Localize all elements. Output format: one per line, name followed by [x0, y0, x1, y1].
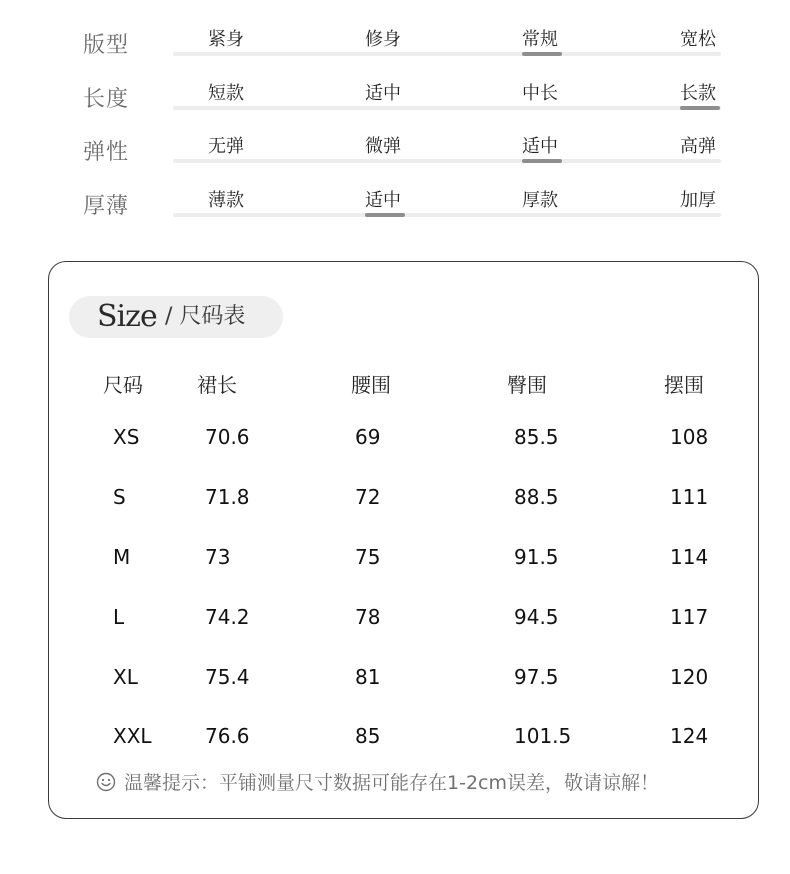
selected-marker	[365, 213, 405, 217]
attribute-row-elasticity	[0, 115, 790, 169]
column-header: 摆围	[664, 373, 704, 397]
table-cell: 85.5	[514, 425, 559, 449]
attribute-row-length	[0, 62, 790, 116]
attribute-option: 加厚	[680, 190, 716, 211]
table-cell: 117	[670, 605, 709, 629]
size-chart-title: Size	[97, 299, 157, 334]
column-header: 裙长	[197, 373, 237, 397]
table-cell: 91.5	[514, 545, 559, 569]
table-cell: 124	[670, 724, 709, 748]
measurement-note	[96, 770, 659, 796]
table-cell: 75	[355, 545, 381, 569]
attribute-track	[173, 213, 721, 217]
size-cell: XL	[113, 665, 138, 689]
selected-marker	[522, 52, 562, 56]
selected-marker	[522, 159, 562, 163]
attribute-option: 薄款	[208, 190, 244, 211]
table-cell: 114	[670, 545, 709, 569]
attribute-option: 短款	[208, 83, 244, 104]
attribute-row-fit	[0, 8, 790, 62]
attribute-label: 版型	[83, 33, 130, 58]
attribute-option: 无弹	[208, 136, 244, 157]
table-cell: 72	[355, 485, 381, 509]
attribute-option: 适中	[522, 136, 558, 157]
size-cell: L	[113, 605, 125, 629]
size-cell: XS	[113, 425, 140, 449]
column-header: 臀围	[507, 373, 547, 397]
attribute-label: 厚薄	[83, 194, 130, 219]
table-cell: 97.5	[514, 665, 559, 689]
attribute-option: 适中	[365, 190, 401, 211]
attribute-label: 长度	[83, 87, 130, 112]
attribute-option: 常规	[522, 29, 558, 50]
table-cell: 94.5	[514, 605, 559, 629]
attribute-option: 适中	[365, 83, 401, 104]
column-header: 尺码	[103, 373, 143, 397]
table-cell: 85	[355, 724, 381, 748]
table-cell: 71.8	[205, 485, 250, 509]
attribute-option: 紧身	[208, 29, 244, 50]
table-cell: 101.5	[514, 724, 572, 748]
attribute-track	[173, 52, 721, 56]
attribute-option: 中长	[522, 83, 558, 104]
attribute-label: 弹性	[83, 140, 130, 165]
attribute-option: 修身	[365, 29, 401, 50]
table-cell: 111	[670, 485, 709, 509]
smiley-icon	[96, 772, 116, 792]
attribute-scales	[0, 0, 790, 230]
table-cell: 76.6	[205, 724, 250, 748]
size-table	[49, 262, 760, 820]
table-cell: 88.5	[514, 485, 559, 509]
attribute-option: 厚款	[522, 190, 558, 211]
selected-marker	[680, 106, 720, 110]
size-cell: S	[113, 485, 126, 509]
table-cell: 81	[355, 665, 381, 689]
table-cell: 78	[355, 605, 381, 629]
table-cell: 74.2	[205, 605, 250, 629]
size-cell: XXL	[113, 724, 152, 748]
table-cell: 73	[205, 545, 231, 569]
size-cell: M	[113, 545, 131, 569]
table-cell: 70.6	[205, 425, 250, 449]
attribute-option: 长款	[680, 83, 716, 104]
attribute-row-thickness	[0, 169, 790, 223]
size-chart-card	[48, 261, 759, 819]
table-cell: 75.4	[205, 665, 250, 689]
attribute-option: 宽松	[680, 29, 716, 50]
table-cell: 120	[670, 665, 709, 689]
attribute-track	[173, 159, 721, 163]
column-header: 腰围	[351, 373, 391, 397]
attribute-track	[173, 106, 721, 110]
attribute-option: 高弹	[680, 136, 716, 157]
table-cell: 69	[355, 425, 381, 449]
attribute-option: 微弹	[365, 136, 401, 157]
measurement-note-text: 温馨提示：平铺测量尺寸数据可能存在1-2cm误差，敬请谅解！	[124, 772, 659, 794]
size-chart-subtitle: / 尺码表	[165, 304, 246, 329]
table-cell: 108	[670, 425, 709, 449]
